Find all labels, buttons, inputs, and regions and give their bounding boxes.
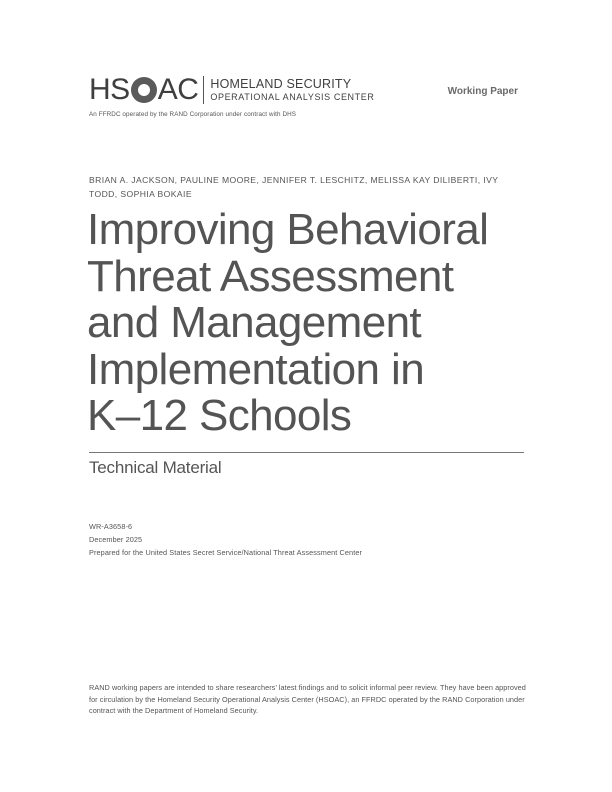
logo-mark-left: HS (89, 73, 130, 106)
title-line: K–12 Schools (87, 391, 352, 440)
title-line: Improving Behavioral (87, 205, 489, 254)
prepared-for: Prepared for the United States Secret Service/National Threat Assessment Center (89, 548, 363, 557)
publication-date: December 2025 (89, 535, 143, 544)
hsoac-logo (89, 74, 374, 106)
title-line: Implementation in (87, 344, 425, 394)
ffrdc-line: An FFRDC operated by the RAND Corporation under contract with DHS (89, 111, 297, 118)
title-line: Threat Assessment (87, 251, 454, 301)
author-list: BRIAN A. JACKSON, PAULINE MOORE, JENNIFER T. LESCHITZ, MELISSA KAY DILIBERTI, IVY TODD, SOPHIA BOKAIE (89, 175, 499, 199)
logo-text (210, 78, 374, 103)
title-divider (89, 452, 524, 453)
logo-divider (203, 76, 204, 104)
logo-mark (89, 74, 198, 106)
logo-circle-icon (131, 77, 157, 103)
report-number: WR-A3658-6 (89, 522, 133, 531)
document-metadata (89, 520, 362, 559)
document-title (87, 207, 537, 440)
document-type-label: Working Paper (447, 86, 518, 97)
logo-line1: HOMELAND SECURITY (210, 76, 352, 91)
title-line: and Management (87, 298, 422, 347)
working-paper-disclaimer: RAND working papers are intended to share researchers’ latest findings and to solicit informal peer review. They have been approved for circulation by the Homeland Security Operational Analysis Center (HSOAC), an FFRDC operated by the RAND Corporation under contract with the Department of Homeland Security. (89, 683, 526, 715)
document-subtitle: Technical Material (89, 458, 222, 477)
logo-line2: OPERATIONAL ANALYSIS CENTER (210, 91, 375, 102)
logo-mark-right: AC (157, 73, 199, 106)
